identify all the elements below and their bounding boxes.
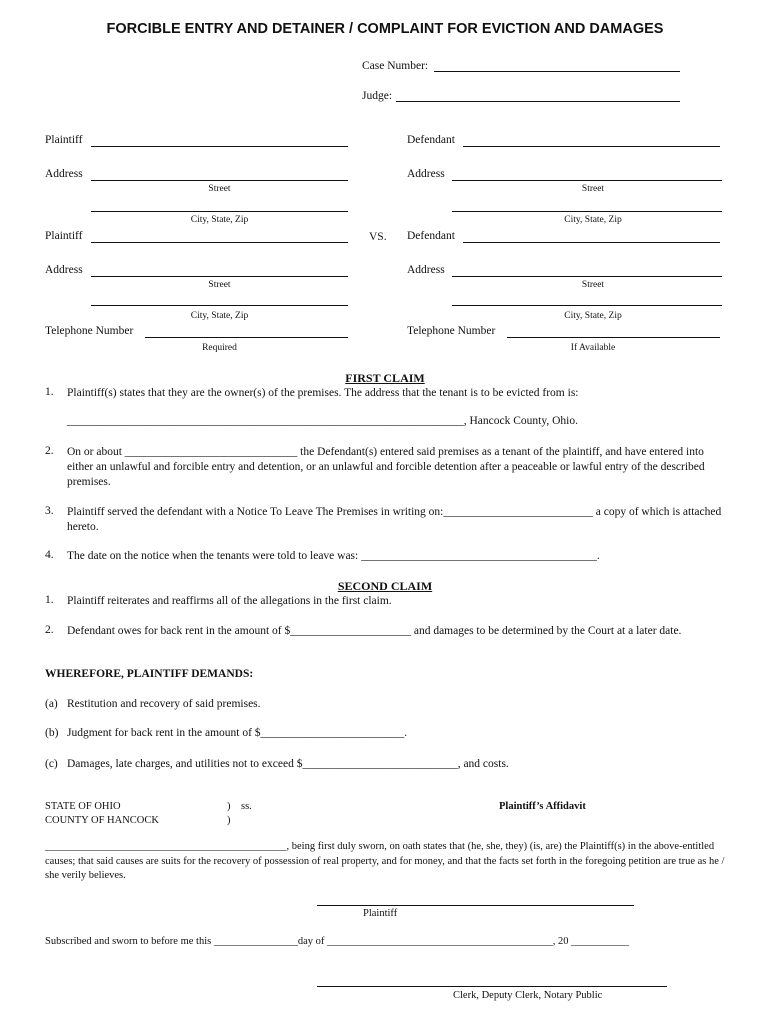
- wherefore-heading: WHEREFORE, PLAINTIFF DEMANDS:: [45, 668, 254, 680]
- plaintiff-1-street-field[interactable]: [91, 180, 348, 181]
- demand-b-label: (b): [45, 727, 59, 739]
- plaintiff-2-street-caption: Street: [208, 280, 231, 290]
- plaintiff-signature-line[interactable]: [317, 905, 634, 906]
- demand-a-text: Restitution and recovery of said premises.: [67, 698, 261, 710]
- first-claim-item-1-number: 1.: [45, 386, 54, 398]
- first-claim-item-2-text: On or about ______________________________ the Defendant(s) entered said premises as a tenant of the plaintiff, and have entered into either an unlawful and forcible entry and detention, or an unlawful and forcible detention after a peaceable or lawful entry of the described premises.: [67, 446, 705, 488]
- second-claim-item-2-text: Defendant owes for back rent in the amount of $_____________________ and damages to be determined by the Court at a later date.: [67, 625, 682, 637]
- plaintiff-telephone-label: Telephone Number: [45, 325, 134, 337]
- second-claim-heading: SECOND CLAIM: [337, 579, 433, 593]
- plaintiff-2-city-caption: City, State, Zip: [190, 311, 249, 321]
- demand-c-text: Damages, late charges, and utilities not to exceed $___________________________, and costs.: [67, 758, 509, 770]
- plaintiff-1-field[interactable]: [91, 146, 348, 147]
- second-claim-item-2-number: 2.: [45, 624, 54, 636]
- demand-a-label: (a): [45, 698, 58, 710]
- defendant-1-city-field[interactable]: [452, 211, 722, 212]
- affidavit-title: Plaintiff’s Affidavit: [499, 801, 586, 812]
- defendant-2-label: Defendant: [407, 230, 455, 242]
- defendant-2-city-field[interactable]: [452, 305, 722, 306]
- if-available-caption: If Available: [570, 343, 616, 353]
- vs-label: VS.: [369, 231, 387, 243]
- second-claim-item-1-number: 1.: [45, 594, 54, 606]
- first-claim-item-1-text: Plaintiff(s) states that they are the owner(s) of the premises. The address that the tenant is to be evicted from is:: [67, 387, 579, 399]
- defendant-1-city-caption: City, State, Zip: [564, 215, 622, 225]
- defendant-2-address-label: Address: [407, 264, 445, 276]
- judge-label: Judge:: [362, 90, 393, 102]
- plaintiff-1-address-label: Address: [45, 168, 83, 180]
- state-label: STATE OF OHIO: [45, 801, 121, 812]
- defendant-1-field[interactable]: [463, 146, 720, 147]
- first-claim-address-line[interactable]: _____________________________________________________________________, Hancock County, Ohio.: [67, 415, 578, 427]
- case-number-field[interactable]: [434, 71, 680, 72]
- defendant-telephone-field[interactable]: [507, 337, 720, 338]
- ss-label: ss.: [241, 801, 252, 812]
- plaintiff-telephone-field[interactable]: [145, 337, 348, 338]
- judge-field[interactable]: [396, 101, 680, 102]
- defendant-2-street-caption: Street: [581, 280, 605, 290]
- first-claim-item-2-number: 2.: [45, 445, 54, 457]
- form-title: FORCIBLE ENTRY AND DETAINER / COMPLAINT FOR EVICTION AND DAMAGES: [106, 21, 664, 37]
- defendant-1-street-field[interactable]: [452, 180, 722, 181]
- plaintiff-2-city-field[interactable]: [91, 305, 348, 306]
- first-claim-heading: FIRST CLAIM: [345, 371, 425, 385]
- first-claim-item-3-text: Plaintiff served the defendant with a Notice To Leave The Premises in writing on:__________________________ a copy of which is attached hereto.: [67, 506, 722, 533]
- plaintiff-2-street-field[interactable]: [91, 276, 348, 277]
- defendant-2-street-field[interactable]: [452, 276, 722, 277]
- plaintiff-signature-label: Plaintiff: [363, 908, 398, 919]
- demand-c-label: (c): [45, 758, 58, 770]
- plaintiff-1-label: Plaintiff: [45, 134, 83, 146]
- plaintiff-2-address-label: Address: [45, 264, 83, 276]
- demand-b-text: Judgment for back rent in the amount of $_________________________.: [67, 727, 408, 739]
- defendant-1-address-label: Address: [407, 168, 445, 180]
- first-claim-item-4-text: The date on the notice when the tenants were told to leave was: _________________________________________.: [67, 550, 600, 562]
- plaintiff-1-city-field[interactable]: [91, 211, 348, 212]
- defendant-1-street-caption: Street: [581, 184, 605, 194]
- required-caption: Required: [202, 343, 237, 353]
- county-label: COUNTY OF HANCOCK: [45, 815, 159, 826]
- plaintiff-2-label: Plaintiff: [45, 230, 83, 242]
- defendant-2-field[interactable]: [463, 242, 720, 243]
- clerk-signature-line[interactable]: [317, 986, 667, 987]
- plaintiff-2-field[interactable]: [91, 242, 348, 243]
- clerk-signature-label: Clerk, Deputy Clerk, Notary Public: [453, 990, 603, 1001]
- second-claim-item-1-text: Plaintiff reiterates and reaffirms all of the allegations in the first claim.: [67, 595, 392, 607]
- subscribed-line[interactable]: Subscribed and sworn to before me this ________________day of ___________________________________________, 20 ___________: [45, 936, 629, 947]
- venue-paren-top: ): [227, 801, 231, 812]
- defendant-1-label: Defendant: [407, 134, 455, 146]
- plaintiff-1-city-caption: City, State, Zip: [190, 215, 249, 225]
- plaintiff-1-street-caption: Street: [208, 184, 231, 194]
- first-claim-item-3-number: 3.: [45, 505, 54, 517]
- first-claim-item-4-number: 4.: [45, 549, 54, 561]
- defendant-2-city-caption: City, State, Zip: [564, 311, 622, 321]
- venue-paren-bottom: ): [227, 815, 231, 826]
- case-number-label: Case Number:: [362, 60, 429, 72]
- defendant-telephone-label: Telephone Number: [407, 325, 496, 337]
- affidavit-body: ______________________________________________, being first duly sworn, on oath states that (he, she, they) (is, are) the Plaintiff(s) in the above-entitled causes; that said causes are suits for the recovery of possession of real property, and for money, and that the facts set forth in the foregoing petition are true as he / she verily believes.: [45, 841, 725, 881]
